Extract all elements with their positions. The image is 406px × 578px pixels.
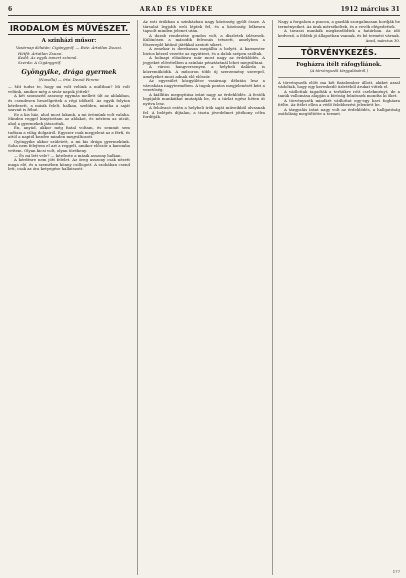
program-line: Szerda: A Cigánygróf. [18,59,62,65]
article-title-szinhazi-musor: A szinházi műsor: [41,38,97,44]
section-heading-torvenykezes: TÖRVÉNYKEZÉS. [278,46,400,59]
story-paragraph: Gyöngyike akkor született, a mi kis drága gyermekünk. Soha nem felejtem el azt a reggelt, amikor először a karomba vettem. Olyan kicsi volt, olyan törékeny. [8,138,130,153]
story-paragraph: A kérdésre nem jött felelet. Az öreg asszony csak nézett maga elé, és a szemében könny csillogott. A szobában csend lett, csak az óra ketyegése hallatszott. [8,157,130,172]
court-paragraph: A tárgyalás iránt nagy volt az érdeklődés, a hallgatóság zsúfolásig megtöltötte a termet. [278,106,400,117]
divider [278,77,400,78]
news-paragraph: A zenekar is derekasan megállta a helyét. A karmester biztos kézzel vezette az együttest, és a dalok szépen szóltak. [143,46,265,56]
news-paragraph: Az egyesület közgyűlése vasárnap délután lesz a városháza nagytermében. A tagok pontos megjelenését kéri a vezetőség. [143,78,265,93]
article-subtitle: Vasárnap délután: Cigánygróf. — Este: Ártatlan Zsuzsi. [15,44,123,50]
page-number-left: 6 [8,6,13,13]
news-paragraph: A tavaszi munkák megkezdődtek a határban. Az idő kedvező, a földek jó állapotban vannak, és bő termést várnak. [278,28,400,38]
story-paragraph: — És mi lett vele? — kérdezte a másik asszony halkan. [14,152,122,158]
news-paragraph: A felolvasó estén a helybeli írók saját műveikből olvasnak fel. A belépés díjtalan, a tiszta jövedelmet jótékony célra fordítják. [143,105,265,120]
section-heading-irodalom: IRODALOM ÉS MŰVÉSZET. [9,23,129,33]
story-paragraph: Ez a kis ház, ahol most lakunk, a mi örömünk volt valaha. Minden reggel kinyitottam az ablakot, és néztem az utcát, ahol a gyermekek játszottak. [8,111,130,126]
newspaper-title: ARAD ÉS VIDÉKE [139,6,214,13]
court-paragraph: A törvényszék előtt ma két fiatalember állott, akiket azzal vádoltak, hogy egy kereskedő üzletéből árukat vittek el. [278,79,400,90]
court-paragraph: A vádlottak tagadták a terhükre rótt cselekményt, de a tanúk vallomása alapján a bíróság bűnösnek mondta ki őket. [278,88,400,99]
story-paragraph: A két szomszéd asszony egymás mellett ült az ablakban, és csendesen beszélgettek a régi időkről. Az egyik folyton kérdezett, a másik felelt, halkan, szelíden, mintha a saját szavait is félné. [8,93,130,113]
program-line: Hétfő: Ártatlan Zsuzsi. [18,50,63,56]
story-paragraph: Én, anyád, akkor még fiatal voltam, és semmit sem tudtam a világ dolgairól. Egyszer csak megjelent az a férfi, és attól a naptól kezdve minden megváltozott. [8,125,130,140]
news-paragraph: A kiállítás megnyitása iránt nagy az érdeklődés. A festők legújabb munkáikat mutatják be, és a tárlat egész héten át nyitva lesz. [143,91,265,106]
date-note: Arad, március 30. [365,38,400,44]
article-title-foghazra: Fogházra ítélt ráfogyliánok. [296,61,382,68]
story-byline: (Novella) — írta: Dezső Ferenc [38,76,100,82]
page-number: 177 [392,569,400,575]
news-paragraph: A darab rendezése gondos volt, a díszletek ízlésesek. Különösen a második felvonás tetszett, amelyben a főszereplő kitűnő játékkal aratott sikert. [143,32,265,47]
story-title: Gyöngyike, drága gyermek [21,68,117,77]
column-1 [8,20,130,575]
article-subtitle: (A törvényszék tárgyalásáról.) [310,68,368,74]
story-paragraph: — Mit tudsz te, hogy mi volt velünk a múltban? Mi volt velünk, amikor még a sivár napok jöttek? [8,84,130,94]
news-paragraph: Nagy a forgalom a piacon, a gazdák szorgalmasan hordják be terményeiket. Az árak mérsékeltek, és a vevők elégedettek. [278,20,400,29]
news-paragraph: A holnapi előadásra már most nagy az érdeklődés. A jegyeket elővételben a színház pénztáránál lehet megváltani. [143,55,265,65]
news-paragraph: A városi hangversenyen a helybeli dalárda is közreműködik. A műsoron több új szerzemény szerepel, amelyeket most adnak elő először. [143,64,265,79]
columns [8,20,400,575]
page-header [8,4,400,16]
column-2 [137,20,265,575]
court-paragraph: A törvényszék mindkét vádlottat egy-egy havi fogházra ítélte. Az ítélet ellen a védő felebbezést jelentett be. [278,97,400,108]
program-list [8,52,130,66]
news-paragraph: Az esti órákban a színházban nagy közönség gyűlt össze. A társulat legjobb erői léptek fel, és a közönség lelkesen tapsolt minden jelenet után. [143,20,265,34]
program-line: Kedd: Az egyik ismert színmű. [18,55,78,61]
column-3 [272,20,400,575]
issue-date: 1912 március 31 [340,6,400,13]
